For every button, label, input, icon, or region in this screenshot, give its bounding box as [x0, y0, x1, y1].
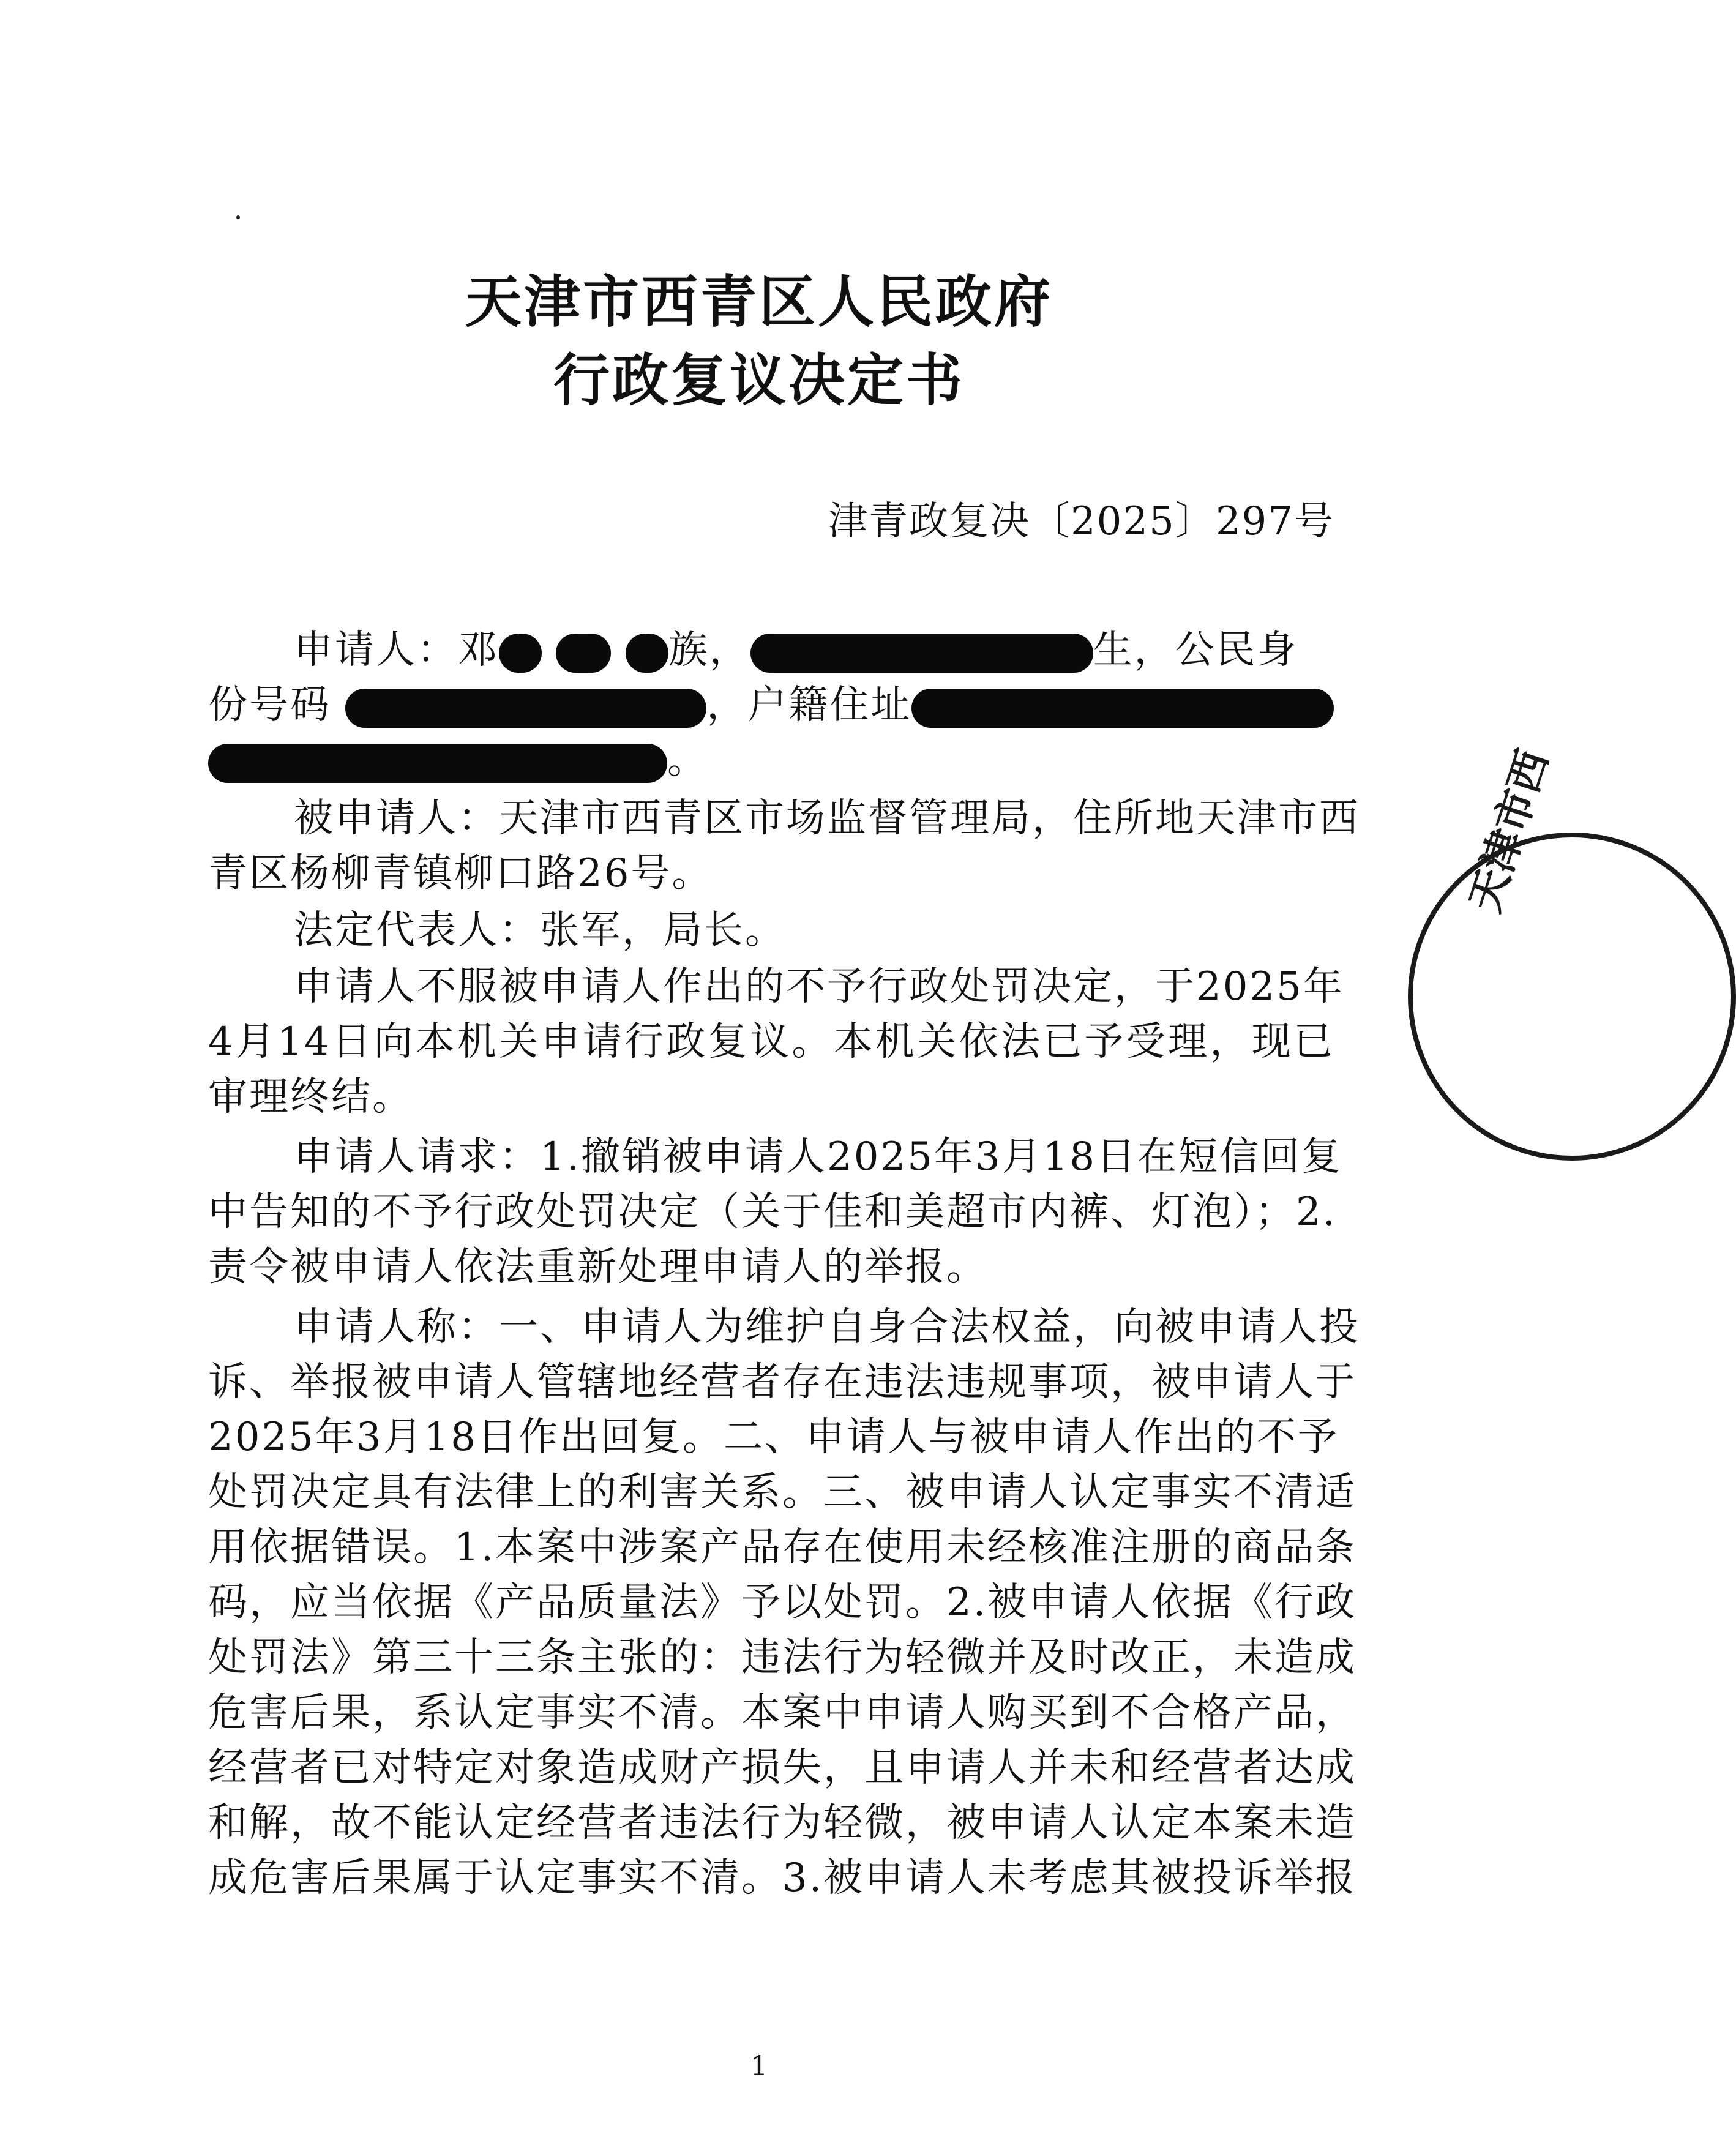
redaction-mark: [499, 634, 542, 673]
claims-line-5: 用依据错误。1.本案中涉案产品存在使用未经核准注册的商品条: [208, 1525, 1357, 1570]
claims-line-7: 处罚法》第三十三条主张的：违法行为轻微并及时改正，未造成: [208, 1635, 1356, 1680]
applicant-line-3: [208, 728, 1334, 785]
claims-line-11: 成危害后果属于认定事实不清。3.被申请人未考虑其被投诉举报: [208, 1855, 1357, 1901]
address-label: ，户籍住址: [706, 683, 912, 728]
document-number: 津青政复决〔2025〕297号: [828, 499, 1334, 544]
intro-line-1: 申请人不服被申请人作出的不予行政处罚决定，于2025年: [294, 964, 1344, 1009]
request-line-2: 中告知的不予行政处罚决定（关于佳和美超市内裤、灯泡）；2.: [208, 1189, 1338, 1235]
redaction-mark: [750, 634, 1093, 673]
respondent-line-1: 被申请人：天津市西青区市场监督管理局，住所地天津市西: [294, 796, 1360, 841]
applicant-line-end: 。: [667, 738, 708, 783]
applicant-prefix: 申请人：邓: [294, 627, 499, 673]
scan-speck: [236, 215, 240, 219]
document-title-line2: 行政复议决定书: [553, 347, 965, 413]
intro-line-3: 审理终结。: [208, 1074, 413, 1120]
claims-line-2: 诉、举报被申请人管辖地经营者存在违法违规事项，被申请人于: [208, 1360, 1356, 1405]
legal-representative: 法定代表人：张军，局长。: [294, 908, 786, 953]
claims-line-10: 和解，故不能认定经营者违法行为轻微，被申请人认定本案未造: [208, 1800, 1356, 1846]
intro-line-2: 4月14日向本机关申请行政复议。本机关依法已予受理，现已: [208, 1019, 1334, 1065]
claims-line-6: 码，应当依据《产品质量法》予以处罚。2.被申请人依据《行政: [208, 1580, 1357, 1625]
claims-line-8: 危害后果，系认定事实不清。本案中申请人购买到不合格产品，: [208, 1690, 1356, 1735]
claims-line-4: 处罚决定具有法律上的利害关系。三、被申请人认定事实不清适: [208, 1470, 1356, 1515]
redaction-mark: [208, 744, 667, 783]
redaction-mark: [345, 689, 706, 728]
id-number-label: 份号码: [208, 683, 331, 728]
redaction-mark: [911, 689, 1334, 728]
redaction-mark: [556, 634, 611, 673]
redaction-mark: [626, 634, 668, 673]
document-title-line1: 天津市西青区人民政府: [465, 269, 1053, 335]
claims-line-3: 2025年3月18日作出回复。二、申请人与被申请人作出的不予: [208, 1415, 1339, 1460]
claims-line-1: 申请人称：一、申请人为维护自身合法权益，向被申请人投: [294, 1304, 1360, 1350]
seal-text: 天津市西: [1460, 744, 1558, 918]
page-number: 1: [750, 2051, 768, 2082]
applicant-line-2: [208, 673, 1334, 730]
request-line-3: 责令被申请人依法重新处理申请人的举报。: [208, 1244, 987, 1290]
applicant-birth-suffix: 生，公民身: [1093, 627, 1298, 673]
respondent-line-2: 青区杨柳青镇柳口路26号。: [208, 851, 713, 896]
applicant-line-1: [208, 618, 1334, 675]
claims-line-9: 经营者已对特定对象造成财产损失，且申请人并未和经营者达成: [208, 1745, 1356, 1791]
applicant-ethnicity-suffix: 族，: [668, 627, 750, 673]
request-line-1: 申请人请求：1.撤销被申请人2025年3月18日在短信回复: [294, 1134, 1343, 1180]
